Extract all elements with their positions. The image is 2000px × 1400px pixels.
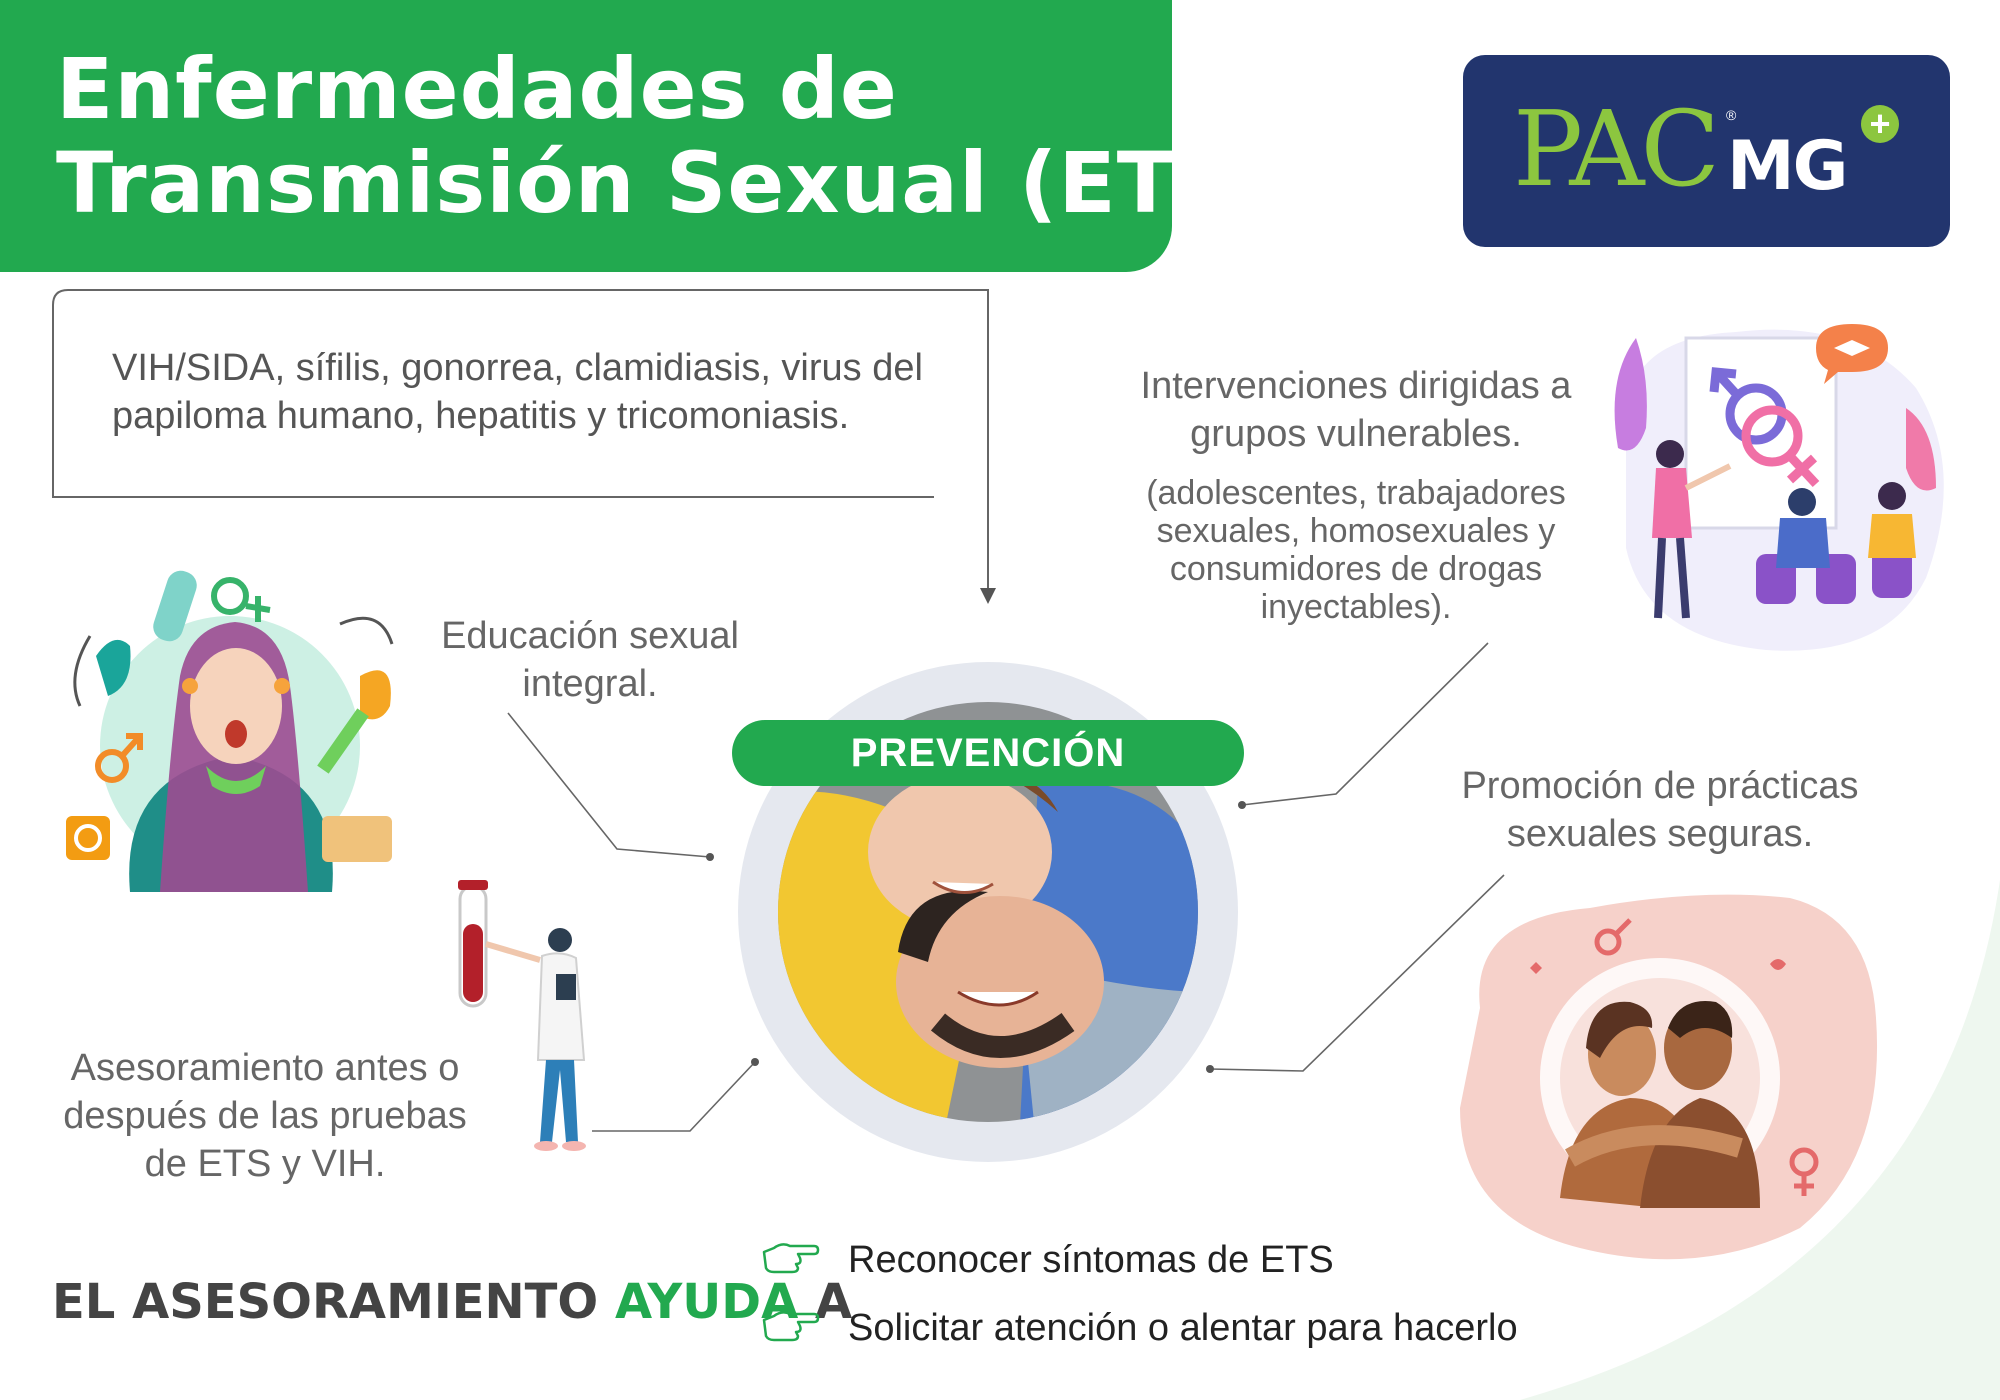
woman-std-illustration: [60, 566, 416, 892]
doctor-test-tube-illustration: [456, 880, 636, 1162]
title-part-3: A: [814, 1274, 853, 1330]
interventions-label: Intervenciones dirigidas a grupos vulnerables.: [1140, 365, 1572, 455]
promotion-label: Promoción de prácticas sexuales seguras.: [1461, 765, 1859, 855]
logo-mg-text: MG: [1727, 127, 1847, 206]
interventions-detail: (adolescentes, trabajadores sexuales, homosexuales y consumidores de drogas inyectables).: [1146, 474, 1566, 626]
prevention-badge: PREVENCIÓN: [732, 720, 1244, 786]
help-text: Solicitar atención o alentar para hacerlo: [848, 1307, 1518, 1349]
couple-embrace-illustration: [1440, 878, 1880, 1268]
logo-registered-mark: ®: [1726, 107, 1737, 123]
ets-list-text: VIH/SIDA, sífilis, gonorrea, clamidiasis, virus del papiloma humano, hepatitis y tricomoniasis.: [112, 347, 923, 437]
title-part-2: AYUDA: [614, 1274, 799, 1330]
title-line-1: Enfermedades de: [56, 40, 898, 138]
help-text: Reconocer síntomas de ETS: [848, 1239, 1334, 1281]
help-item-seek-care: [760, 1300, 1660, 1356]
education-label: Educación sexual integral.: [441, 615, 739, 705]
logo-plus-icon: +: [1861, 105, 1899, 143]
logo-pac-text: PAC: [1513, 88, 1717, 210]
frame-arrow: [980, 588, 996, 604]
connector-education: [508, 713, 710, 857]
counseling-label: Asesoramiento antes o después de las pruebas de ETS y VIH.: [63, 1047, 467, 1185]
hand-pointing-icon: [760, 1238, 820, 1278]
sex-education-class-illustration: [1606, 318, 1956, 658]
title-line-2: Transmisión Sexual (ETS): [56, 134, 1276, 232]
hand-pointing-icon: [760, 1306, 820, 1346]
counseling-helps-title: [52, 1272, 852, 1332]
ets-list-frame: [53, 290, 988, 592]
female-symbol-icon: [214, 580, 270, 622]
help-item-recognize: [760, 1232, 1660, 1288]
title-part-1: EL ASESORAMIENTO: [52, 1274, 599, 1330]
